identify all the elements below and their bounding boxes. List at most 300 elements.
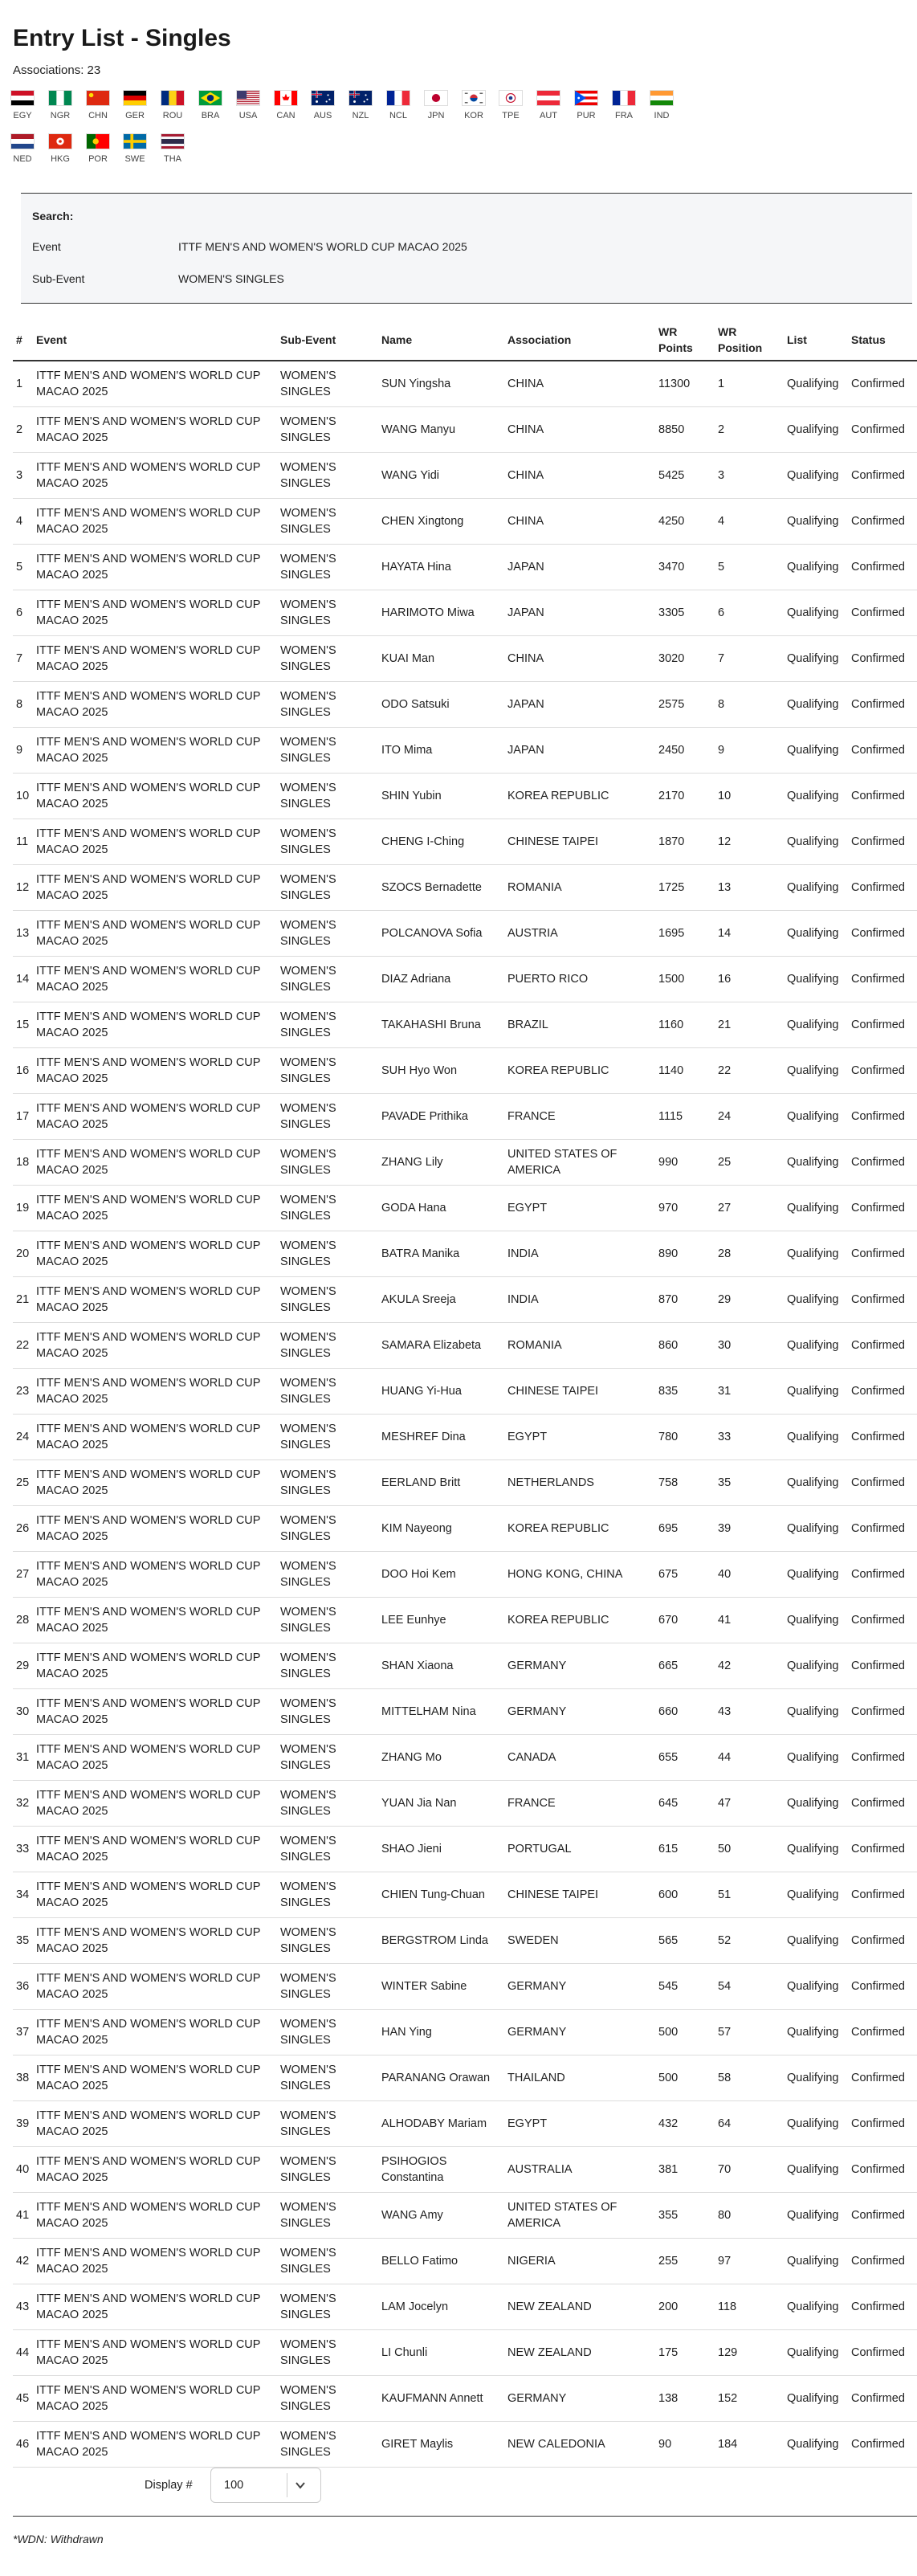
flag-code-label: NCL (389, 111, 407, 120)
table-row (13, 1506, 917, 1552)
entry-wr-points: 835 (655, 1369, 715, 1415)
entry-player-name: ZHANG Lily (378, 1140, 504, 1186)
entry-number: 2 (13, 407, 33, 453)
table-row (13, 2330, 917, 2376)
entry-player-name: AKULA Sreeja (378, 1277, 504, 1323)
entry-player-name: ODO Satsuki (378, 682, 504, 728)
table-row (13, 499, 917, 545)
entry-association: NEW CALEDONIA (504, 2422, 655, 2468)
flag-ger-icon (123, 90, 147, 106)
flag-code-label: BRA (201, 111, 220, 120)
entry-status: Confirmed (848, 407, 917, 453)
entry-association: NEW ZEALAND (504, 2330, 655, 2376)
entry-wr-points: 615 (655, 1827, 715, 1872)
entry-player-name: KAUFMANN Annett (378, 2376, 504, 2422)
entry-player-name: ALHODABY Mariam (378, 2101, 504, 2147)
flag-code-label: NZL (352, 111, 369, 120)
entry-list: Qualifying (784, 361, 848, 407)
entry-wr-position: 118 (715, 2284, 784, 2330)
entry-sub-event: WOMEN'S SINGLES (277, 1460, 378, 1506)
flag-tha[interactable] (149, 133, 197, 164)
entry-association: JAPAN (504, 590, 655, 636)
flag-code-label: ROU (162, 111, 183, 120)
entry-sub-event: WOMEN'S SINGLES (277, 1002, 378, 1048)
entry-number: 9 (13, 728, 33, 774)
entry-sub-event: WOMEN'S SINGLES (277, 1415, 378, 1460)
entry-sub-event: WOMEN'S SINGLES (277, 1140, 378, 1186)
entry-association: ROMANIA (504, 865, 655, 911)
entry-wr-points: 758 (655, 1460, 715, 1506)
entry-status: Confirmed (848, 2193, 917, 2239)
table-row (13, 2010, 917, 2055)
flag-hkg-icon (48, 133, 72, 149)
entry-wr-position: 1 (715, 361, 784, 407)
entry-status: Confirmed (848, 2010, 917, 2055)
entries-table (13, 320, 917, 2468)
entry-player-name: LEE Eunhye (378, 1598, 504, 1643)
entry-list: Qualifying (784, 1048, 848, 1094)
entry-number: 43 (13, 2284, 33, 2330)
entry-status: Confirmed (848, 1964, 917, 2010)
entry-wr-position: 13 (715, 865, 784, 911)
entry-status: Confirmed (848, 361, 917, 407)
entry-player-name: BERGSTROM Linda (378, 1918, 504, 1964)
entry-wr-position: 5 (715, 545, 784, 590)
entry-event: ITTF MEN'S AND WOMEN'S WORLD CUP MACAO 2025 (33, 2422, 277, 2468)
entry-association: FRANCE (504, 1781, 655, 1827)
entry-list: Qualifying (784, 1598, 848, 1643)
entry-status: Confirmed (848, 1827, 917, 1872)
entry-sub-event: WOMEN'S SINGLES (277, 2193, 378, 2239)
entry-player-name: CHENG I-Ching (378, 819, 504, 865)
entry-status: Confirmed (848, 1552, 917, 1598)
entry-wr-position: 80 (715, 2193, 784, 2239)
flag-code-label: JPN (427, 111, 445, 120)
entry-status: Confirmed (848, 1186, 917, 1231)
entry-number: 40 (13, 2147, 33, 2193)
header-wr-points[interactable]: WR Points (655, 320, 715, 361)
entry-wr-points: 355 (655, 2193, 715, 2239)
entry-event: ITTF MEN'S AND WOMEN'S WORLD CUP MACAO 2025 (33, 1964, 277, 2010)
entry-event: ITTF MEN'S AND WOMEN'S WORLD CUP MACAO 2025 (33, 957, 277, 1002)
entry-player-name: CHEN Xingtong (378, 499, 504, 545)
entry-event: ITTF MEN'S AND WOMEN'S WORLD CUP MACAO 2025 (33, 1689, 277, 1735)
entry-sub-event: WOMEN'S SINGLES (277, 2376, 378, 2422)
entry-list: Qualifying (784, 957, 848, 1002)
flag-ind[interactable] (638, 90, 686, 120)
entry-status: Confirmed (848, 1323, 917, 1369)
flag-usa-icon (236, 90, 260, 106)
flag-ind-icon (650, 90, 674, 106)
entry-status: Confirmed (848, 1369, 917, 1415)
entry-event: ITTF MEN'S AND WOMEN'S WORLD CUP MACAO 2025 (33, 2284, 277, 2330)
entry-wr-points: 665 (655, 1643, 715, 1689)
entry-list: Qualifying (784, 2010, 848, 2055)
flag-code-label: NED (13, 154, 32, 164)
entry-list: Qualifying (784, 1277, 848, 1323)
entry-sub-event: WOMEN'S SINGLES (277, 2284, 378, 2330)
flag-pur-icon (574, 90, 598, 106)
flag-code-label: NGR (50, 111, 71, 120)
entry-number: 21 (13, 1277, 33, 1323)
entry-wr-points: 890 (655, 1231, 715, 1277)
flag-ngr-icon (48, 90, 72, 106)
entry-number: 24 (13, 1415, 33, 1460)
flag-tpe-icon (499, 90, 523, 106)
table-row (13, 1460, 917, 1506)
entry-player-name: SUH Hyo Won (378, 1048, 504, 1094)
entry-list: Qualifying (784, 1415, 848, 1460)
entry-player-name: SZOCS Bernadette (378, 865, 504, 911)
entry-number: 18 (13, 1140, 33, 1186)
entry-event: ITTF MEN'S AND WOMEN'S WORLD CUP MACAO 2025 (33, 1002, 277, 1048)
entry-number: 29 (13, 1643, 33, 1689)
entry-number: 36 (13, 1964, 33, 2010)
entry-list: Qualifying (784, 2055, 848, 2101)
entry-list: Qualifying (784, 499, 848, 545)
entry-wr-points: 90 (655, 2422, 715, 2468)
entry-association: KOREA REPUBLIC (504, 1506, 655, 1552)
entry-event: ITTF MEN'S AND WOMEN'S WORLD CUP MACAO 2025 (33, 590, 277, 636)
flag-bra-icon (198, 90, 222, 106)
entry-sub-event: WOMEN'S SINGLES (277, 1964, 378, 2010)
entry-player-name: GODA Hana (378, 1186, 504, 1231)
entry-number: 25 (13, 1460, 33, 1506)
entry-wr-points: 660 (655, 1689, 715, 1735)
entry-association: UNITED STATES OF AMERICA (504, 2193, 655, 2239)
subevent-filter-label: Sub-Event (32, 272, 85, 285)
entry-sub-event: WOMEN'S SINGLES (277, 590, 378, 636)
table-row (13, 1918, 917, 1964)
entry-sub-event: WOMEN'S SINGLES (277, 636, 378, 682)
entry-wr-position: 21 (715, 1002, 784, 1048)
entry-wr-points: 2575 (655, 682, 715, 728)
entry-number: 45 (13, 2376, 33, 2422)
entry-status: Confirmed (848, 774, 917, 819)
entry-wr-position: 42 (715, 1643, 784, 1689)
entry-event: ITTF MEN'S AND WOMEN'S WORLD CUP MACAO 2025 (33, 1827, 277, 1872)
flag-aut-icon (536, 90, 560, 106)
table-row (13, 2101, 917, 2147)
entry-wr-points: 5425 (655, 453, 715, 499)
entry-number: 37 (13, 2010, 33, 2055)
entry-number: 4 (13, 499, 33, 545)
flag-code-label: EGY (13, 111, 32, 120)
entry-association: JAPAN (504, 728, 655, 774)
entry-number: 16 (13, 1048, 33, 1094)
flag-fra-icon (612, 90, 636, 106)
entry-event: ITTF MEN'S AND WOMEN'S WORLD CUP MACAO 2025 (33, 1186, 277, 1231)
entry-player-name: ZHANG Mo (378, 1735, 504, 1781)
entry-sub-event: WOMEN'S SINGLES (277, 1781, 378, 1827)
flag-code-label: THA (164, 154, 181, 164)
flag-por-icon (86, 133, 110, 149)
entry-sub-event: WOMEN'S SINGLES (277, 453, 378, 499)
entry-sub-event: WOMEN'S SINGLES (277, 1048, 378, 1094)
table-row (13, 453, 917, 499)
entry-wr-position: 28 (715, 1231, 784, 1277)
entry-event: ITTF MEN'S AND WOMEN'S WORLD CUP MACAO 2025 (33, 1415, 277, 1460)
entry-list: Qualifying (784, 1506, 848, 1552)
flag-code-label: AUS (313, 111, 332, 120)
entry-list: Qualifying (784, 819, 848, 865)
entry-number: 34 (13, 1872, 33, 1918)
entry-player-name: SHIN Yubin (378, 774, 504, 819)
flag-can-icon (274, 90, 298, 106)
entry-player-name: GIRET Maylis (378, 2422, 504, 2468)
entry-list: Qualifying (784, 2376, 848, 2422)
flag-aus-icon (311, 90, 335, 106)
flag-ncl-icon (386, 90, 410, 106)
entry-status: Confirmed (848, 911, 917, 957)
entry-status: Confirmed (848, 728, 917, 774)
entry-association: GERMANY (504, 1643, 655, 1689)
entry-status: Confirmed (848, 1277, 917, 1323)
header-name[interactable]: Name (378, 320, 504, 361)
entry-wr-position: 6 (715, 590, 784, 636)
flag-egy-icon (10, 90, 35, 106)
entry-association: GERMANY (504, 1689, 655, 1735)
entry-number: 31 (13, 1735, 33, 1781)
entry-wr-points: 11300 (655, 361, 715, 407)
entry-sub-event: WOMEN'S SINGLES (277, 1827, 378, 1872)
entry-player-name: DOO Hoi Kem (378, 1552, 504, 1598)
entry-player-name: PAVADE Prithika (378, 1094, 504, 1140)
entry-event: ITTF MEN'S AND WOMEN'S WORLD CUP MACAO 2025 (33, 407, 277, 453)
entry-wr-position: 2 (715, 407, 784, 453)
entry-wr-points: 645 (655, 1781, 715, 1827)
entry-sub-event: WOMEN'S SINGLES (277, 1552, 378, 1598)
entry-event: ITTF MEN'S AND WOMEN'S WORLD CUP MACAO 2025 (33, 1231, 277, 1277)
entry-wr-position: 129 (715, 2330, 784, 2376)
display-count-select[interactable] (210, 2468, 321, 2503)
entry-sub-event: WOMEN'S SINGLES (277, 911, 378, 957)
table-row (13, 1231, 917, 1277)
entry-status: Confirmed (848, 2101, 917, 2147)
entry-wr-position: 27 (715, 1186, 784, 1231)
entry-event: ITTF MEN'S AND WOMEN'S WORLD CUP MACAO 2025 (33, 2101, 277, 2147)
entry-wr-position: 39 (715, 1506, 784, 1552)
entry-association: AUSTRIA (504, 911, 655, 957)
entry-number: 30 (13, 1689, 33, 1735)
flag-ned-icon (10, 133, 35, 149)
table-row (13, 1643, 917, 1689)
entry-list: Qualifying (784, 636, 848, 682)
entry-wr-points: 8850 (655, 407, 715, 453)
entry-number: 7 (13, 636, 33, 682)
entry-player-name: LAM Jocelyn (378, 2284, 504, 2330)
entry-wr-position: 9 (715, 728, 784, 774)
table-row (13, 682, 917, 728)
entry-list: Qualifying (784, 1231, 848, 1277)
search-panel (21, 193, 912, 304)
entry-wr-points: 1160 (655, 1002, 715, 1048)
entry-association: GERMANY (504, 2376, 655, 2422)
entry-status: Confirmed (848, 1598, 917, 1643)
entry-association: PUERTO RICO (504, 957, 655, 1002)
entry-wr-points: 655 (655, 1735, 715, 1781)
entry-status: Confirmed (848, 957, 917, 1002)
table-row (13, 2147, 917, 2193)
entry-sub-event: WOMEN'S SINGLES (277, 1323, 378, 1369)
entry-status: Confirmed (848, 1781, 917, 1827)
entry-wr-position: 33 (715, 1415, 784, 1460)
entry-number: 42 (13, 2239, 33, 2284)
associations-count: Associations: 23 (13, 63, 101, 77)
flag-code-label: TPE (502, 111, 520, 120)
entry-sub-event: WOMEN'S SINGLES (277, 1735, 378, 1781)
entry-association: CHINESE TAIPEI (504, 819, 655, 865)
entry-number: 15 (13, 1002, 33, 1048)
entry-association: GERMANY (504, 1964, 655, 2010)
entry-event: ITTF MEN'S AND WOMEN'S WORLD CUP MACAO 2025 (33, 1506, 277, 1552)
table-row (13, 1872, 917, 1918)
entry-sub-event: WOMEN'S SINGLES (277, 2101, 378, 2147)
entry-wr-position: 40 (715, 1552, 784, 1598)
entry-event: ITTF MEN'S AND WOMEN'S WORLD CUP MACAO 2025 (33, 774, 277, 819)
entry-status: Confirmed (848, 819, 917, 865)
entry-association: EGYPT (504, 2101, 655, 2147)
entry-event: ITTF MEN'S AND WOMEN'S WORLD CUP MACAO 2025 (33, 453, 277, 499)
table-row (13, 1323, 917, 1369)
entry-event: ITTF MEN'S AND WOMEN'S WORLD CUP MACAO 2025 (33, 1369, 277, 1415)
entry-list: Qualifying (784, 1872, 848, 1918)
header-status[interactable]: Status (848, 320, 917, 361)
header-event[interactable]: Event (33, 320, 277, 361)
header-list[interactable]: List (784, 320, 848, 361)
entry-player-name: PSIHOGIOS Constantina (378, 2147, 504, 2193)
entry-number: 8 (13, 682, 33, 728)
entry-wr-position: 30 (715, 1323, 784, 1369)
entry-player-name: MITTELHAM Nina (378, 1689, 504, 1735)
table-row (13, 1369, 917, 1415)
entry-event: ITTF MEN'S AND WOMEN'S WORLD CUP MACAO 2025 (33, 1277, 277, 1323)
entry-sub-event: WOMEN'S SINGLES (277, 1369, 378, 1415)
entry-wr-position: 35 (715, 1460, 784, 1506)
entry-player-name: KUAI Man (378, 636, 504, 682)
table-row (13, 957, 917, 1002)
table-row (13, 636, 917, 682)
entry-event: ITTF MEN'S AND WOMEN'S WORLD CUP MACAO 2025 (33, 1094, 277, 1140)
entry-wr-points: 1115 (655, 1094, 715, 1140)
flag-code-label: CHN (88, 111, 108, 120)
entry-number: 14 (13, 957, 33, 1002)
entry-status: Confirmed (848, 2376, 917, 2422)
entry-player-name: HAYATA Hina (378, 545, 504, 590)
entry-sub-event: WOMEN'S SINGLES (277, 1689, 378, 1735)
entry-status: Confirmed (848, 636, 917, 682)
entry-wr-points: 860 (655, 1323, 715, 1369)
entry-wr-position: 4 (715, 499, 784, 545)
entry-status: Confirmed (848, 2284, 917, 2330)
entry-status: Confirmed (848, 1094, 917, 1140)
entry-player-name: WANG Yidi (378, 453, 504, 499)
entry-event: ITTF MEN'S AND WOMEN'S WORLD CUP MACAO 2025 (33, 728, 277, 774)
entry-wr-position: 24 (715, 1094, 784, 1140)
entry-player-name: DIAZ Adriana (378, 957, 504, 1002)
entry-list: Qualifying (784, 1643, 848, 1689)
entry-wr-position: 51 (715, 1872, 784, 1918)
flag-code-label: GER (125, 111, 145, 120)
entry-association: PORTUGAL (504, 1827, 655, 1872)
entry-event: ITTF MEN'S AND WOMEN'S WORLD CUP MACAO 2025 (33, 2055, 277, 2101)
table-row (13, 774, 917, 819)
table-row (13, 819, 917, 865)
entry-wr-points: 870 (655, 1277, 715, 1323)
entry-player-name: POLCANOVA Sofia (378, 911, 504, 957)
entry-wr-points: 1870 (655, 819, 715, 865)
entry-sub-event: WOMEN'S SINGLES (277, 2422, 378, 2468)
flag-code-label: SWE (124, 154, 145, 164)
footer-divider (13, 2516, 917, 2517)
entry-wr-points: 695 (655, 1506, 715, 1552)
entry-status: Confirmed (848, 499, 917, 545)
entry-status: Confirmed (848, 1415, 917, 1460)
entry-list: Qualifying (784, 2147, 848, 2193)
entry-number: 44 (13, 2330, 33, 2376)
entry-wr-points: 2450 (655, 728, 715, 774)
entry-list: Qualifying (784, 1094, 848, 1140)
entry-association: INDIA (504, 1277, 655, 1323)
header-association[interactable]: Association (504, 320, 655, 361)
entry-wr-points: 1500 (655, 957, 715, 1002)
entry-list: Qualifying (784, 1735, 848, 1781)
entry-wr-points: 780 (655, 1415, 715, 1460)
entry-player-name: YUAN Jia Nan (378, 1781, 504, 1827)
entry-list: Qualifying (784, 2422, 848, 2468)
entry-list: Qualifying (784, 2193, 848, 2239)
entry-status: Confirmed (848, 2330, 917, 2376)
entry-event: ITTF MEN'S AND WOMEN'S WORLD CUP MACAO 2025 (33, 1872, 277, 1918)
entry-association: NETHERLANDS (504, 1460, 655, 1506)
entry-list: Qualifying (784, 2239, 848, 2284)
entry-association: UNITED STATES OF AMERICA (504, 1140, 655, 1186)
entry-sub-event: WOMEN'S SINGLES (277, 1918, 378, 1964)
entry-sub-event: WOMEN'S SINGLES (277, 865, 378, 911)
entry-wr-position: 152 (715, 2376, 784, 2422)
entry-sub-event: WOMEN'S SINGLES (277, 2147, 378, 2193)
header-wr-position[interactable]: WR Position (715, 320, 784, 361)
entry-wr-position: 3 (715, 453, 784, 499)
entry-list: Qualifying (784, 545, 848, 590)
entry-association: JAPAN (504, 682, 655, 728)
entry-wr-position: 43 (715, 1689, 784, 1735)
entry-player-name: HARIMOTO Miwa (378, 590, 504, 636)
entry-association: BRAZIL (504, 1002, 655, 1048)
entry-wr-points: 1725 (655, 865, 715, 911)
entry-list: Qualifying (784, 1689, 848, 1735)
entry-event: ITTF MEN'S AND WOMEN'S WORLD CUP MACAO 2025 (33, 1460, 277, 1506)
entry-list: Qualifying (784, 2284, 848, 2330)
header-num[interactable]: # (13, 320, 33, 361)
entry-sub-event: WOMEN'S SINGLES (277, 1231, 378, 1277)
entry-list: Qualifying (784, 2101, 848, 2147)
header-sub-event[interactable]: Sub-Event (277, 320, 378, 361)
entry-event: ITTF MEN'S AND WOMEN'S WORLD CUP MACAO 2025 (33, 1140, 277, 1186)
entry-player-name: LI Chunli (378, 2330, 504, 2376)
table-row (13, 1415, 917, 1460)
entry-association: EGYPT (504, 1415, 655, 1460)
entry-wr-position: 12 (715, 819, 784, 865)
entry-wr-position: 25 (715, 1140, 784, 1186)
entry-sub-event: WOMEN'S SINGLES (277, 361, 378, 407)
table-row (13, 545, 917, 590)
entry-wr-position: 97 (715, 2239, 784, 2284)
entry-wr-position: 44 (715, 1735, 784, 1781)
entry-list: Qualifying (784, 774, 848, 819)
entry-status: Confirmed (848, 1689, 917, 1735)
display-count-label: Display # (145, 2479, 193, 2492)
